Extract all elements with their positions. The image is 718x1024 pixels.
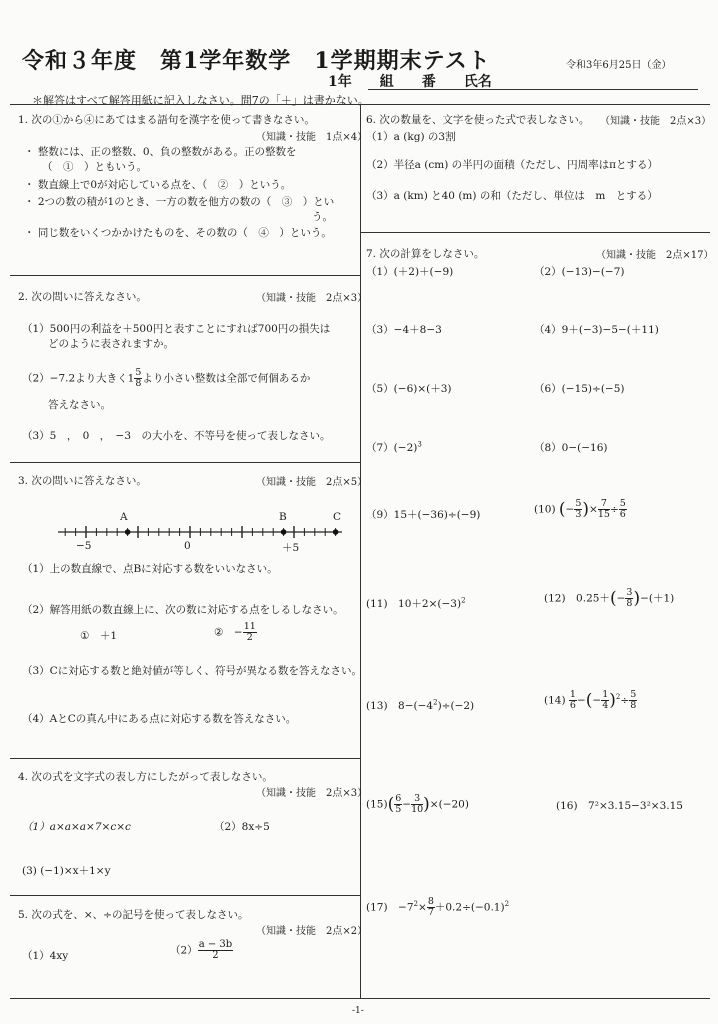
q3-item2-sign: ② − bbox=[214, 626, 243, 639]
q7-p12-text-end: −(＋1) bbox=[640, 592, 675, 605]
fraction bbox=[629, 690, 637, 711]
q7-title: 7. 次の計算をしなさい。 bbox=[366, 248, 485, 260]
q4-divider bbox=[10, 895, 360, 896]
fraction-denominator: 6 bbox=[569, 700, 576, 711]
paren-close: ) bbox=[633, 588, 641, 609]
paren-close: ) bbox=[423, 794, 430, 815]
q7-p17-text: (17) −7 bbox=[366, 901, 414, 914]
q7-p9: （9）15＋(−36)÷(−9) bbox=[366, 509, 481, 521]
fraction-numerator: 3 bbox=[626, 587, 633, 598]
q2-part2-text: （2）−7.2より大きく1 bbox=[22, 372, 135, 385]
point-b-label: B bbox=[279, 511, 287, 523]
point-a-dot bbox=[125, 529, 131, 535]
fraction-denominator: 8 bbox=[135, 378, 142, 389]
q7-p13 bbox=[366, 698, 474, 713]
page-title: 令和３年度 第1学年数学 1学期期末テスト bbox=[22, 48, 491, 74]
q7-p14: (14) $\frac{1}{6}$ −(− $\frac{1}{4}$ )$^2$÷ $\frac{5}{8}$ bbox=[544, 689, 637, 711]
q3-part4: （4）AとCの真ん中にある点に対応する数を答えなさい。 bbox=[22, 713, 297, 725]
q3-part3: （3）Cに対応する数と絶対値が等しく、符号が異なる数を答えなさい。 bbox=[22, 665, 363, 677]
q4-part2: （2）8x÷5 bbox=[214, 821, 270, 833]
q7-p2: （2）(−13)−(−7) bbox=[534, 266, 625, 278]
q7-p1: （1）(＋2)＋(−9) bbox=[366, 266, 454, 278]
q2-part2-text-end: より小さい整数は全部で何個あるか bbox=[142, 372, 311, 385]
q2-part3: （3）5 ， 0 ， −3 の大小を、不等号を使って表しなさい。 bbox=[22, 430, 331, 442]
paren-open: ( bbox=[558, 499, 566, 520]
fraction bbox=[427, 897, 435, 918]
fraction-numerator: 7 bbox=[598, 499, 610, 510]
q7-p4: （4）9＋(−3)−5−(＋11) bbox=[534, 324, 659, 336]
q7-p16: (16) 7²×3.15−3²×3.15 bbox=[556, 800, 683, 812]
paren-open: ( bbox=[609, 588, 617, 609]
q2-title: 2. 次の問いに答えなさい。 bbox=[18, 291, 147, 303]
q2-part2 bbox=[22, 368, 310, 389]
q6-part1: （1）a (kg) の3割 bbox=[366, 131, 456, 143]
q4-title: 4. 次の式を文字式の表し方にしたがって表しなさい。 bbox=[18, 771, 273, 783]
q5-fraction bbox=[198, 940, 233, 961]
fraction bbox=[598, 499, 610, 520]
q2-part1-cont: どのように表されますか。 bbox=[48, 338, 174, 350]
class-name-line: 1年 組 番 氏名 bbox=[328, 74, 492, 90]
exam-date: 令和3年6月25日（金） bbox=[566, 60, 672, 71]
paren-close: ) bbox=[609, 690, 616, 711]
point-c-dot bbox=[333, 529, 339, 535]
fraction bbox=[619, 499, 627, 520]
q6-points: （知識・技能 2点×3） bbox=[600, 116, 712, 127]
fraction-denominator: 2 bbox=[246, 632, 253, 643]
exponent: 2 bbox=[461, 596, 466, 605]
q7-p6: （6）(−15)÷(−5) bbox=[534, 383, 625, 395]
q3-points: （知識・技能 2点×5） bbox=[256, 477, 368, 488]
fraction-numerator: 5 bbox=[630, 689, 637, 700]
fraction-denominator: 15 bbox=[597, 509, 610, 520]
q6-divider bbox=[360, 232, 710, 233]
q7-p14-label: (14) bbox=[544, 694, 566, 707]
q4-points: （知識・技能 2点×3） bbox=[256, 788, 368, 799]
q5-points: （知識・技能 2点×2） bbox=[256, 926, 368, 937]
fraction-numerator: 6 bbox=[395, 793, 402, 804]
q1-points: （知識・技能 1点×4） bbox=[256, 132, 368, 143]
q6-part3: （3）a (km) と40 (m) の和（ただし、単位は m とする） bbox=[366, 190, 658, 202]
fraction-numerator: 5 bbox=[135, 367, 142, 378]
q5-part1: （1）4xy bbox=[22, 950, 69, 962]
fraction-denominator: 2 bbox=[212, 950, 219, 961]
exponent: 2 bbox=[504, 900, 510, 908]
fraction-numerator: 1 bbox=[602, 689, 609, 700]
q7-p12: (12) 0.25＋(− $\frac{3}{8}$ )−(＋1) bbox=[544, 587, 675, 609]
page-number: -1- bbox=[352, 1006, 364, 1016]
column-divider bbox=[360, 104, 361, 998]
q7-p15-text-end: ×(−20) bbox=[429, 798, 469, 811]
q3-item2-fraction bbox=[243, 622, 257, 643]
fraction-denominator: 4 bbox=[602, 700, 609, 711]
q5-title: 5. 次の式を、×、÷の記号を使って表しなさい。 bbox=[18, 909, 249, 921]
fraction-numerator: 5 bbox=[575, 498, 582, 509]
fraction bbox=[411, 794, 423, 815]
q7-p15-label: (15) bbox=[366, 798, 388, 811]
q7-p12-text: (12) 0.25＋ bbox=[544, 592, 610, 605]
fraction-numerator: 11 bbox=[243, 621, 256, 632]
point-b-dot bbox=[281, 529, 287, 535]
fraction-denominator: 7 bbox=[427, 907, 434, 918]
fraction-denominator: 5 bbox=[395, 804, 402, 815]
q7-p10: (10) (− $\frac{5}{3}$ )× $\frac{7}{15}$ ÷ $\frac{5}{6}$ bbox=[534, 498, 626, 520]
q1-bullet-2: ・ 数直線上で0が対応している点を、（ ② ）という。 bbox=[24, 179, 292, 191]
fraction-denominator: 8 bbox=[630, 700, 637, 711]
fraction bbox=[569, 690, 577, 711]
q6-title: 6. 次の数量を、文字を使った式で表しなさい。 bbox=[366, 114, 590, 126]
q1-title: 1. 次の①から④にあてはまる語句を漢字を使って書きなさい。 bbox=[18, 114, 315, 126]
fraction-denominator: 6 bbox=[619, 509, 626, 520]
q7-p11 bbox=[366, 596, 466, 611]
q1-bullet-1: ・ 整数には、正の整数、0、負の整数がある。正の整数を bbox=[24, 146, 297, 158]
q7-p13-text-end: )÷(−2) bbox=[437, 700, 475, 712]
fraction-numerator: 1 bbox=[569, 689, 576, 700]
paren-open: ( bbox=[387, 794, 395, 815]
tick-label-0: 0 bbox=[184, 540, 191, 552]
number-line bbox=[50, 508, 350, 553]
exponent: 2 bbox=[433, 698, 438, 707]
fraction-numerator: a − 3b bbox=[198, 939, 233, 950]
q2-part2-cont: 答えなさい。 bbox=[48, 399, 111, 411]
q3-part1: （1）上の数直線で、点Bに対応する数をいいなさい。 bbox=[22, 563, 278, 575]
q3-title: 3. 次の問いに答えなさい。 bbox=[18, 475, 147, 487]
q4-part3: (3) (−1)×x＋1×y bbox=[22, 865, 111, 877]
fraction bbox=[394, 794, 402, 815]
q6-part2: （2）半径a (cm) の半円の面積（ただし、円周率はπとする） bbox=[366, 159, 659, 171]
q1-bullet-4: ・ 同じ数をいくつかかけたものを、その数の（ ④ ）という。 bbox=[24, 227, 332, 239]
fraction-numerator: 3 bbox=[411, 794, 423, 805]
q7-p7-text: （7）(−2) bbox=[366, 442, 418, 454]
tick-label-minus5: −5 bbox=[76, 540, 92, 552]
paren-close: ) bbox=[582, 499, 590, 520]
q2-divider bbox=[10, 462, 360, 463]
q3-part2-item2 bbox=[214, 622, 257, 643]
bottom-border bbox=[10, 998, 710, 999]
q7-p7 bbox=[366, 440, 422, 455]
fraction-numerator: 5 bbox=[619, 498, 626, 509]
q7-p15: (15)( $\frac{6}{5}$ − $\frac{3}{10}$ )×(−20) bbox=[366, 793, 469, 815]
q7-p8: （8）0−(−16) bbox=[534, 442, 608, 454]
q3-part2-item1: ① ＋1 bbox=[80, 630, 118, 642]
point-a-label: A bbox=[120, 511, 128, 523]
exponent: 3 bbox=[417, 440, 422, 449]
instruction-note: ＊解答はすべて解答用紙に記入しなさい。問7の「＋」は書かない。 bbox=[32, 94, 369, 107]
q7-p17: (17) $-7^2\times$ $\frac{8}{7}$ $+0.2\div(-0.1)^2$ bbox=[366, 896, 510, 918]
exponent: 2 bbox=[413, 900, 419, 908]
q1-divider bbox=[10, 275, 360, 276]
q2-part1: （1）500円の利益を＋500円と表すことにすれば700円の損失は bbox=[22, 323, 331, 335]
q1-bullet-3-cont: う。 bbox=[312, 211, 333, 223]
q1-bullet-3: ・ 2つの数の積が1のとき、一方の数を他方の数の（ ③ ）とい bbox=[24, 196, 335, 208]
q4-part1: （1）a×a×a×7×c×c bbox=[22, 821, 131, 833]
fraction-denominator: 3 bbox=[575, 509, 582, 520]
fraction-numerator: 8 bbox=[427, 896, 434, 907]
tick-label-plus5: ＋5 bbox=[282, 542, 300, 554]
q1-bullet-1-cont: （ ① ）ともいう。 bbox=[42, 161, 147, 173]
q7-p5: （5）(−6)×(＋3) bbox=[366, 383, 452, 395]
name-underline bbox=[368, 89, 698, 90]
paren-open: ( bbox=[585, 690, 593, 711]
q2-points: （知識・技能 2点×3） bbox=[256, 293, 368, 304]
q7-p13-text: (13) 8−(−4 bbox=[366, 700, 434, 712]
q7-p10-label: (10) bbox=[534, 503, 556, 516]
fraction-denominator: 10 bbox=[411, 804, 424, 815]
q3-part2: （2）解答用紙の数直線上に、次の数に対応する点をしるしなさい。 bbox=[22, 604, 344, 616]
q7-p11-text: (11) 10＋2×(−3) bbox=[366, 598, 462, 610]
q7-points: （知識・技能 2点×17） bbox=[596, 250, 714, 261]
q5-part2 bbox=[170, 940, 233, 961]
q3-divider bbox=[10, 758, 360, 759]
fraction-denominator: 8 bbox=[626, 598, 633, 609]
q5-part2-label: （2） bbox=[170, 944, 198, 957]
q7-p17-text-end: ＋0.2÷(−0.1) bbox=[434, 901, 505, 914]
point-c-label: C bbox=[333, 511, 342, 523]
q7-p3: （3）−4＋8−3 bbox=[366, 324, 442, 336]
